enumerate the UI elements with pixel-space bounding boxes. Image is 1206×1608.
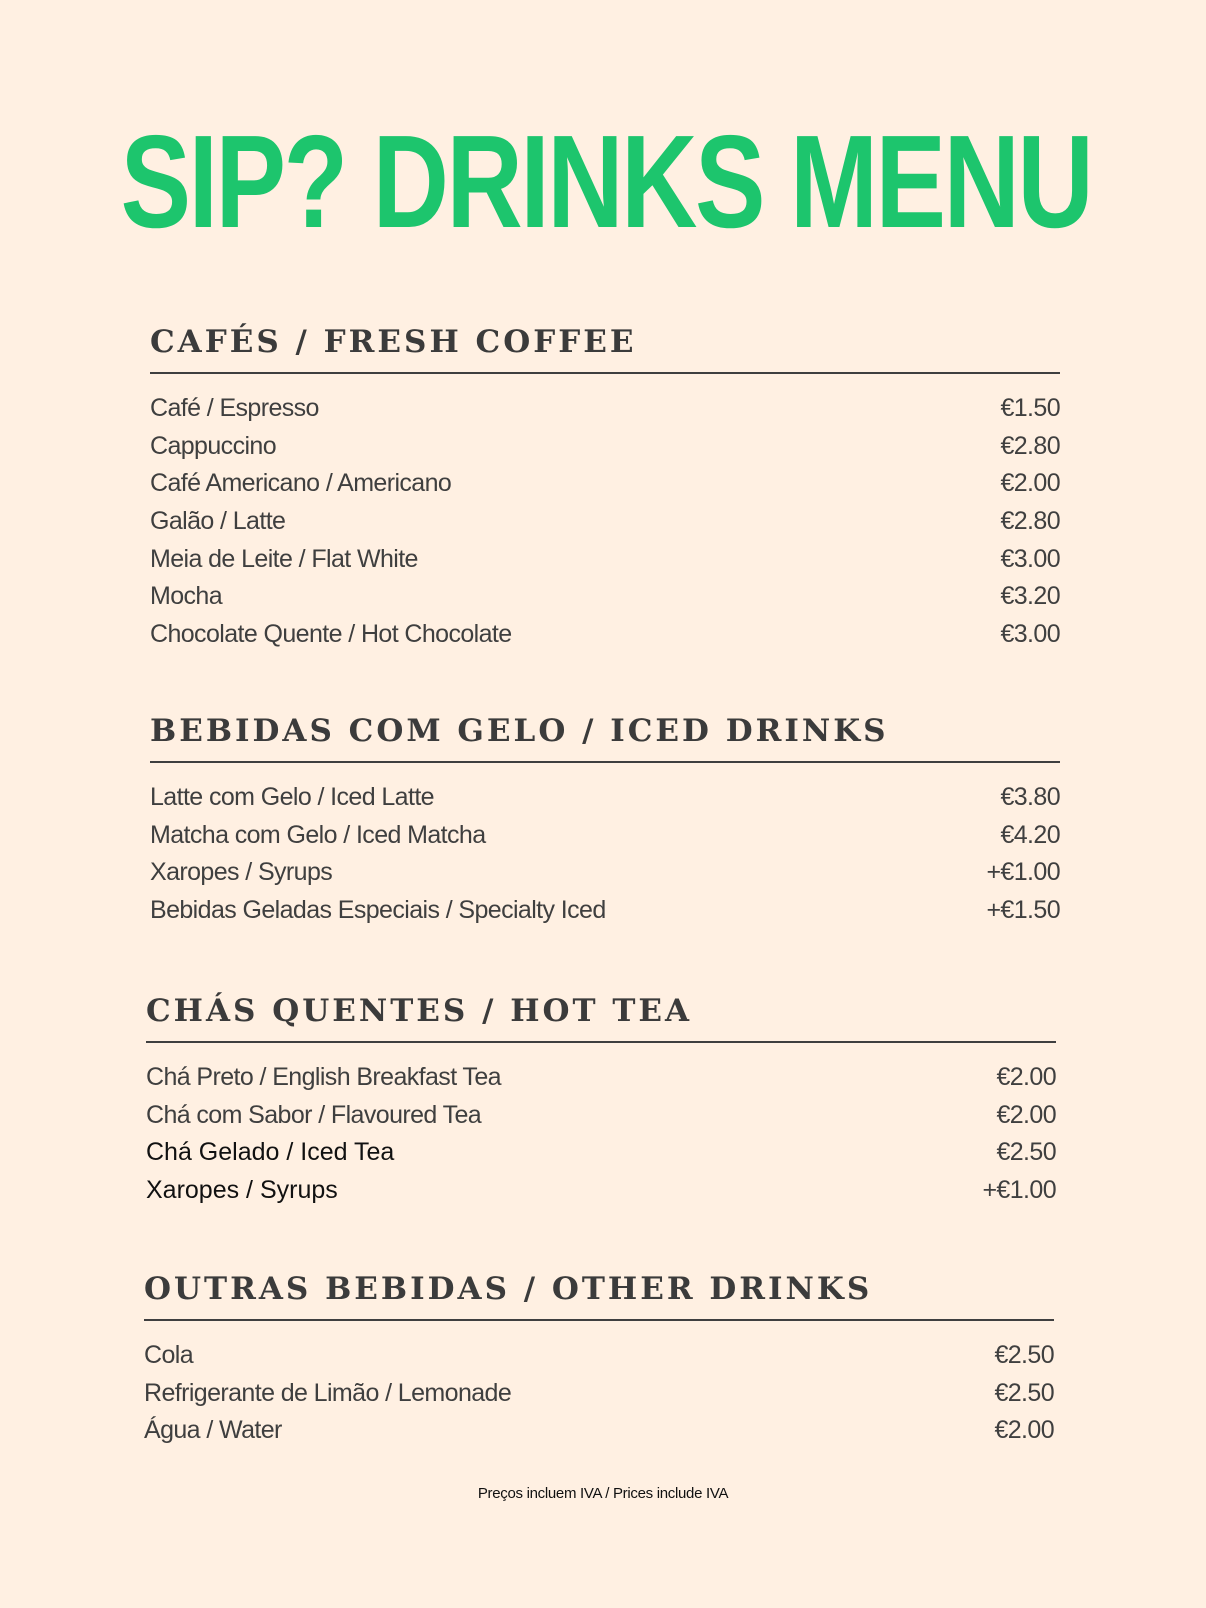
item-price: €2.00 <box>1000 469 1060 498</box>
item-name: Mocha <box>150 582 223 611</box>
item-list <box>144 1341 1054 1454</box>
item-name: Latte com Gelo / Iced Latte <box>150 783 434 811</box>
section-header: CHÁS QUENTES / HOT TEA <box>146 991 1056 1043</box>
menu-item <box>144 1416 1054 1454</box>
menu-item <box>144 1379 1054 1417</box>
item-name: Chá Gelado / Iced Tea <box>146 1138 395 1167</box>
menu-item <box>146 1063 1056 1101</box>
item-price: €2.00 <box>996 1063 1056 1091</box>
item-name: Galão / Latte <box>150 507 286 536</box>
item-price: €2.00 <box>996 1100 1056 1129</box>
menu-item <box>146 1101 1056 1139</box>
item-price: €3.00 <box>1000 620 1060 649</box>
menu-item <box>150 469 1060 507</box>
item-price: €2.50 <box>994 1378 1054 1407</box>
menu-item <box>150 582 1060 620</box>
item-price: €2.80 <box>1000 507 1060 536</box>
menu-item <box>150 432 1060 470</box>
item-name: Xaropes / Syrups <box>150 858 333 887</box>
item-price: €2.50 <box>994 1341 1054 1369</box>
menu-item <box>150 507 1060 545</box>
item-price: €3.80 <box>1000 783 1060 811</box>
menu-item <box>144 1341 1054 1379</box>
menu-item <box>150 545 1060 583</box>
menu-item <box>150 896 1060 934</box>
item-name: Cola <box>144 1341 194 1369</box>
section-fresh-coffee <box>150 322 1060 658</box>
item-name: Café / Espresso <box>150 394 319 422</box>
item-name: Matcha com Gelo / Iced Matcha <box>150 820 486 849</box>
section-iced-drinks <box>150 711 1060 934</box>
item-price: €1.50 <box>1000 394 1060 422</box>
item-price: +€1.00 <box>986 858 1060 887</box>
item-name: Bebidas Geladas Especiais / Specialty Iced <box>150 896 606 925</box>
section-header: CAFÉS / FRESH COFFEE <box>150 322 1060 374</box>
menu-item <box>150 821 1060 859</box>
item-name: Chá Preto / English Breakfast Tea <box>146 1063 501 1091</box>
item-price: €3.20 <box>1000 582 1060 611</box>
item-name: Água / Water <box>144 1416 282 1445</box>
item-price: +€1.50 <box>986 896 1060 925</box>
item-price: €4.20 <box>1000 820 1060 849</box>
menu-item <box>146 1176 1056 1214</box>
item-name: Chá com Sabor / Flavoured Tea <box>146 1100 482 1129</box>
price-note: Preços incluem IVA / Prices include IVA <box>477 1485 729 1502</box>
item-name: Chocolate Quente / Hot Chocolate <box>150 620 512 649</box>
item-name: Meia de Leite / Flat White <box>150 544 418 573</box>
section-other-drinks <box>144 1269 1054 1454</box>
section-header: BEBIDAS COM GELO / ICED DRINKS <box>150 711 1060 763</box>
menu-item <box>150 858 1060 896</box>
item-name: Cappuccino <box>150 431 277 460</box>
item-price: €2.50 <box>996 1138 1056 1167</box>
menu-title: SIP? DRINKS MENU <box>120 108 1092 255</box>
item-price: €2.00 <box>994 1416 1054 1445</box>
section-header: OUTRAS BEBIDAS / OTHER DRINKS <box>144 1269 1054 1321</box>
item-list <box>150 394 1060 658</box>
menu-item <box>150 620 1060 658</box>
menu-item <box>146 1138 1056 1176</box>
section-hot-tea <box>146 991 1056 1214</box>
item-price: €3.00 <box>1000 544 1060 573</box>
menu-item <box>150 783 1060 821</box>
item-name: Refrigerante de Limão / Lemonade <box>144 1378 512 1407</box>
item-name: Café Americano / Americano <box>150 469 452 498</box>
item-list <box>146 1063 1056 1214</box>
item-price: +€1.00 <box>982 1176 1056 1205</box>
item-price: €2.80 <box>1000 431 1060 460</box>
item-name: Xaropes / Syrups <box>146 1176 338 1205</box>
menu-item <box>150 394 1060 432</box>
item-list <box>150 783 1060 934</box>
